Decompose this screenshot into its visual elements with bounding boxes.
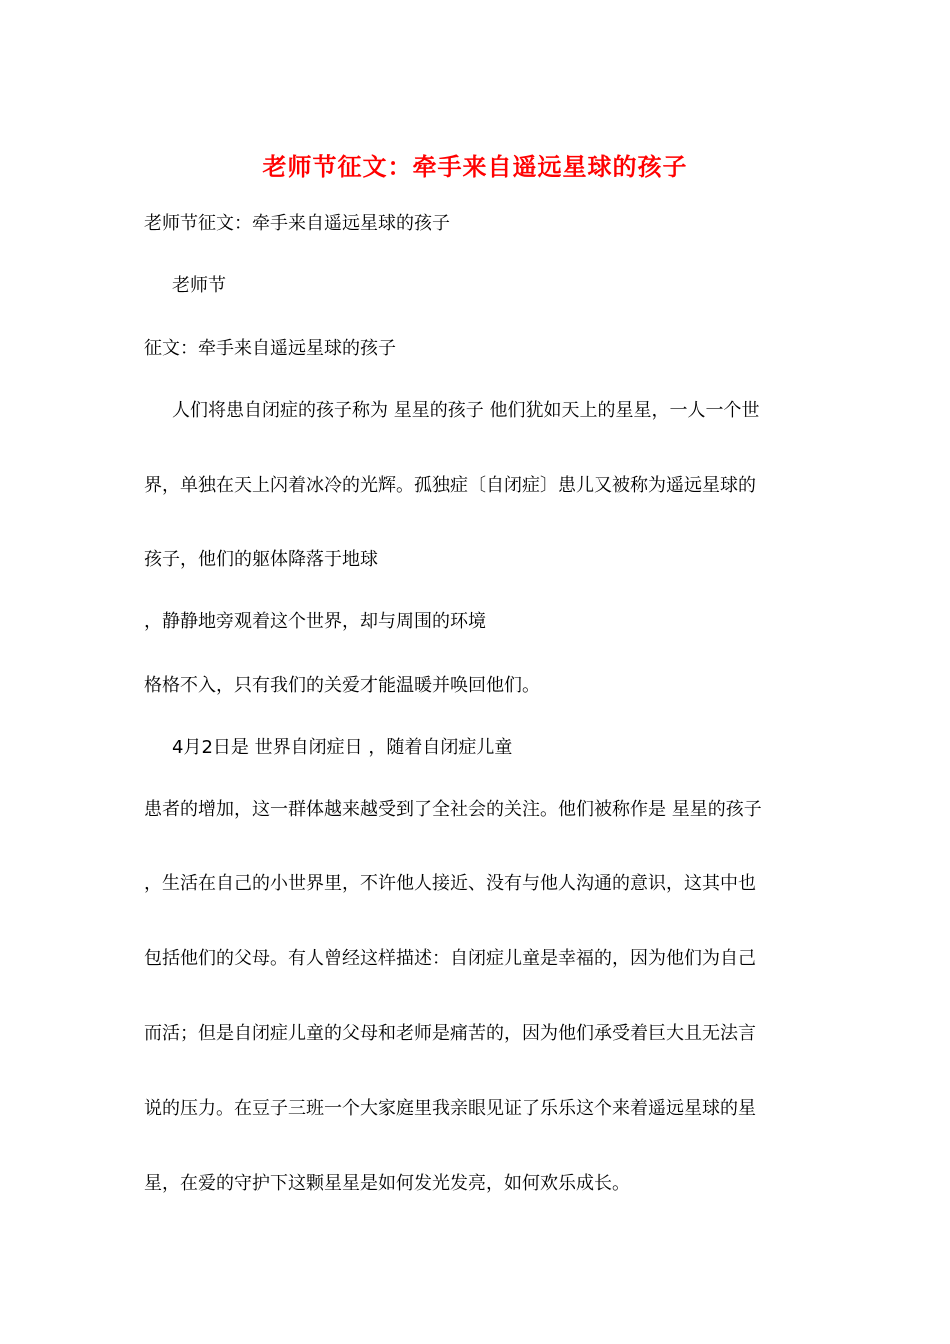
body-line-6: 孩子，他们的躯体降落于地球 <box>144 549 378 570</box>
body-line-5: 界，单独在天上闪着冰冷的光辉。孤独症〔自闭症〕患儿又被称为遥远星球的 <box>144 475 756 496</box>
body-line-8: 格格不入，只有我们的关爱才能温暖并唤回他们。 <box>144 675 540 696</box>
body-line-4: 人们将患自闭症的孩子称为 星星的孩子 他们犹如天上的星星，一人一个世 <box>172 400 760 421</box>
body-line-3: 征文：牵手来自遥远星球的孩子 <box>144 338 396 359</box>
document-title: 老师节征文：牵手来自遥远星球的孩子 <box>262 152 688 181</box>
body-line-13: 而活；但是自闭症儿童的父母和老师是痛苦的，因为他们承受着巨大且无法言 <box>144 1023 756 1044</box>
body-line-7: ，静静地旁观着这个世界，却与周围的环境 <box>144 611 486 632</box>
body-line-9: 4月2日是 世界自闭症日 ，随着自闭症儿童 <box>172 737 513 758</box>
body-line-10: 患者的增加，这一群体越来越受到了全社会的关注。他们被称作是 星星的孩子 <box>144 799 762 820</box>
body-line-12: 包括他们的父母。有人曾经这样描述：自闭症儿童是幸福的，因为他们为自己 <box>144 948 756 969</box>
body-line-14: 说的压力。在豆子三班一个大家庭里我亲眼见证了乐乐这个来着遥远星球的星 <box>144 1098 756 1119</box>
body-line-2: 老师节 <box>172 275 226 296</box>
body-line-11: ，生活在自己的小世界里，不许他人接近、没有与他人沟通的意识，这其中也 <box>144 873 756 894</box>
body-line-1: 老师节征文：牵手来自遥远星球的孩子 <box>144 213 450 234</box>
body-line-15: 星，在爱的守护下这颗星星是如何发光发亮，如何欢乐成长。 <box>144 1173 630 1194</box>
